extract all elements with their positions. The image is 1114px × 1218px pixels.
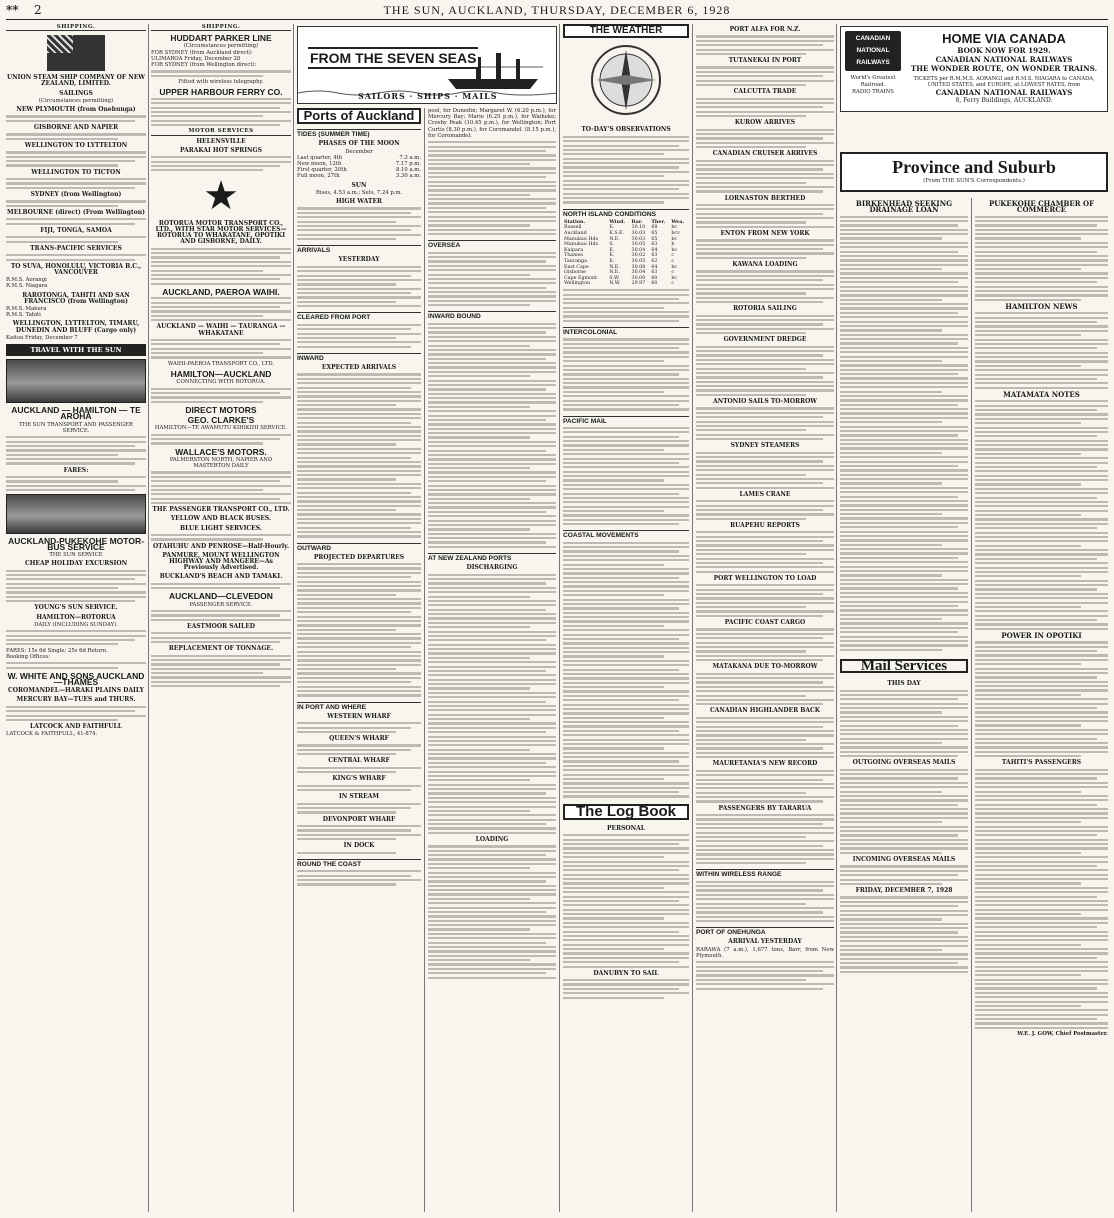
- phases-month: December: [345, 148, 373, 155]
- latcock-phone: LATCOCK & FAITHFULL, 41-874.: [6, 731, 98, 738]
- weather-row: [563, 281, 689, 287]
- vancouver-heading: TO SUVA, HONOLULU, VICTORIA B.C., VANCOUVER: [10, 262, 142, 276]
- seven-seas-sub: SAILORS · SHIPS · MAILS: [358, 91, 498, 101]
- weather-cell: 63: [651, 253, 658, 259]
- col4-leader: pool, for Dunedin; Margaret W. (6.20 p.m.), for Mercury Bay; Marie (6.25 p.m.), for Waiheke; Crosby Peak (10.45 p.m.), for Wellington; Port Curtis (8.30 p.m.), for Coromandel. (8.15 p.m.), for Coromandel.: [428, 108, 556, 139]
- ham-rot-heading: HAMILTON—ROTORUA: [36, 613, 116, 621]
- booking-heading: Booking Offices:: [6, 653, 51, 660]
- weather-cell: bc: [671, 275, 678, 281]
- upper-harbour-heading: UPPER HARBOUR FERRY CO.: [159, 87, 283, 98]
- weather-cell: 60: [651, 275, 658, 281]
- wallace-sub: PALMERSTON NORTH, NAPIER AND MASTERTON DAILY: [169, 456, 273, 470]
- cruiser: CANADIAN CRUISER ARRIVES: [712, 150, 818, 158]
- mail-heading: Mail Services: [860, 657, 948, 674]
- weather-cell: N.E.: [609, 236, 620, 242]
- usco-heading: UNION STEAM SHIP COMPANY OF NEW ZEALAND, LIMITED.: [6, 74, 146, 88]
- mauretania: MAURETANIA'S NEW RECORD: [712, 760, 818, 768]
- weather-cell: c: [671, 270, 674, 276]
- kawana: KAWANA LOADING: [732, 261, 798, 269]
- weather-cell: E.: [609, 258, 615, 264]
- queens-wharf: QUEEN'S WHARF: [329, 735, 389, 743]
- weather-cell: 64: [651, 247, 658, 253]
- weather-cell: E.: [609, 247, 615, 253]
- projected-heading: PROJECTED DEPARTURES: [313, 553, 405, 561]
- otahuhu-heading: OTAHUHU AND PENROSE—Half-Hourly.: [152, 542, 290, 550]
- weather-heading: THE WEATHER: [563, 24, 689, 38]
- section-heading-2: SHIPPING.: [151, 24, 291, 31]
- phase-time: 7.17 p.m.: [395, 161, 421, 168]
- sailings-heading: SAILINGS: [59, 89, 93, 97]
- weather-cell: Kaipara: [564, 247, 584, 253]
- star-emblem: ★: [203, 172, 239, 219]
- wellington-heading: WELLINGTON TO LYTTELTON: [24, 141, 128, 149]
- huddart-sydney-2: FOR SYDNEY (from Wellington direct):: [151, 62, 257, 69]
- weather-cell: bc: [671, 236, 678, 242]
- cargo-heading: WELLINGTON, LYTTELTON, TIMARU, DUNEDIN AND BLUFF (Cargo only): [12, 320, 140, 334]
- waihi-sub: WAIHI-PAEROA TRANSPORT CO., LTD.: [167, 360, 275, 367]
- weather-cell: Gisborne: [564, 270, 587, 276]
- weather-cell: E.S.E.: [609, 231, 625, 236]
- matamata-notes: MATAMATA NOTES: [1003, 389, 1080, 399]
- cleared-heading: CLEARED FROM PORT: [297, 312, 421, 321]
- weather-cell: Manukau Hds: [564, 236, 599, 242]
- rotorua-heading: ROTORUA MOTOR TRANSPORT CO., LTD., WITH STAR MOTOR SERVICES—ROTORUA TO WHAKATANE, OPOTIKI AND GISBORNE, DAILY.: [155, 219, 287, 246]
- ham-auck-heading: HAMILTON—AUCKLAND: [170, 368, 272, 379]
- sun-rises: Rises, 4.53 a.m.; Sets, 7.24 p.m.: [315, 189, 403, 196]
- dredge: GOVERNMENT DREDGE: [723, 336, 807, 344]
- clevedon-heading: AUCKLAND—CLEVEDON: [169, 591, 273, 602]
- mail-services-box: [840, 659, 968, 673]
- tutanekai: TUTANEKAI IN PORT: [728, 57, 802, 65]
- column-1: [6, 24, 146, 1212]
- observations-heading: TO-DAY'S OBSERVATIONS: [581, 126, 671, 134]
- weather-cell: 29.97: [631, 281, 646, 287]
- friday-heading: FRIDAY, DECEMBER 7, 1928: [855, 887, 953, 895]
- tahiti: R.M.S. Tahiti: [6, 312, 41, 319]
- ports-heading: Ports of Auckland: [297, 108, 421, 124]
- expected-heading: EXPECTED ARRIVALS: [321, 364, 397, 372]
- weather-cell: N.E.: [609, 270, 620, 276]
- excursion-heading: CHEAP HOLIDAY EXCURSION: [24, 560, 128, 568]
- weather-cell: Auckland: [564, 231, 587, 236]
- weather-cell: c: [671, 253, 674, 259]
- column-6: [696, 24, 834, 1212]
- phase-time: 7.3 a.m.: [399, 154, 421, 161]
- rotoria: ROTORIA SAILING: [733, 305, 797, 313]
- passenger-heading: THE PASSENGER TRANSPORT CO., LTD.: [152, 506, 290, 514]
- weather-cell: Russell: [564, 225, 582, 231]
- yellow-heading: YELLOW AND BLACK BUSES.: [170, 515, 272, 523]
- weather-cell: bc: [671, 247, 678, 253]
- weather-cell: E.: [609, 253, 615, 259]
- replace-heading: REPLACEMENT OF TONNAGE.: [168, 645, 274, 653]
- phase-time: 3.30 a.m.: [395, 173, 421, 180]
- phases-heading: PHASES OF THE MOON: [318, 140, 400, 148]
- weather-cell: 30.05: [631, 242, 646, 248]
- weather-cell: S.W.: [609, 275, 620, 281]
- parakai-heading: PARAKAI HOT SPRINGS: [180, 146, 262, 154]
- weather-cell: 63: [651, 270, 658, 276]
- coastal-heading: COASTAL MOVEMENTS: [563, 530, 689, 539]
- intercolonial-heading: INTERCOLONIAL: [563, 327, 689, 336]
- oversea-heading: OVERSEA: [428, 240, 556, 249]
- ulimaroa-date: Friday, December 28: [184, 55, 241, 62]
- arrivals-heading: ARRIVALS: [297, 245, 421, 254]
- weather-table: [563, 220, 689, 287]
- weather-cell: 30.04: [631, 247, 646, 253]
- loading-heading: LOADING: [475, 835, 509, 843]
- wallace-heading: WALLACE'S MOTORS.: [175, 446, 267, 457]
- pukekohe-commerce: PUKEKOHE CHAMBER OF COMMERCE: [988, 199, 1095, 215]
- weather-cell: E.: [609, 225, 615, 231]
- phase-row: [297, 173, 421, 179]
- north-island-heading: NORTH ISLAND CONDITIONS: [563, 209, 689, 218]
- weather-cell: c: [671, 281, 674, 287]
- cn-logo: CANADIAN NATIONAL RAILWAYS: [845, 31, 901, 71]
- weather-cell: bc: [671, 225, 678, 231]
- weather-cell: c: [671, 258, 674, 264]
- niagara: R.M.S. Niagara: [6, 283, 48, 290]
- sydney-steamers: SYDNEY STEAMERS: [730, 442, 800, 450]
- huddart-sub: (Circumstances permitting): [183, 43, 259, 50]
- weather-cell: N.W.: [609, 281, 621, 287]
- devonport-wharf: DEVONPORT WHARF: [322, 815, 396, 823]
- flag-illustration: [47, 35, 105, 71]
- province-heading: Province and Suburb: [892, 157, 1056, 177]
- high-water-heading: HIGH WATER: [335, 198, 383, 206]
- ulimaroa: ULIMAROA: [151, 55, 183, 62]
- inward-bound-heading: INWARD BOUND: [428, 311, 556, 320]
- onehunga-heading: PORT OF ONEHUNGA: [696, 927, 834, 936]
- huddart-heading: HUDDART PARKER LINE: [170, 33, 272, 44]
- canada-ad: [840, 26, 1108, 112]
- highlander: CANADIAN HIGHLANDER BACK: [709, 707, 820, 715]
- nz-ports-heading: AT NEW ZEALAND PORTS: [428, 553, 556, 562]
- motor-heading: MOTOR SERVICES: [151, 128, 291, 135]
- column-2: [151, 24, 291, 1212]
- weather-cell: 62: [651, 258, 658, 264]
- port-wellington: PORT WELLINGTON TO LOAD: [713, 574, 817, 582]
- birkenhead-heading: BIRKENHEAD SEEKING DRAINAGE LOAN: [855, 199, 953, 215]
- weather-cell: Thames: [564, 253, 583, 259]
- antonio: ANTONIO SAILS TO-MORROW: [712, 398, 818, 406]
- phases-list: [297, 155, 421, 180]
- phase-time: 8.10 a.m.: [395, 167, 421, 174]
- province-sub: (From THE SUN'S Correspondents.): [923, 178, 1025, 184]
- phase-label: Last quarter, 4th: [297, 154, 343, 161]
- weather-cell: S.: [609, 242, 614, 248]
- central-wharf: CENTRAL WHARF: [328, 757, 390, 765]
- weather-cell: bcv: [671, 231, 680, 236]
- summer-time: (SUMMER TIME): [318, 131, 370, 139]
- canada-ad-text: HOME VIA CANADA BOOK NOW FOR 1929. CANADIAN NATIONAL RAILWAYS THE WONDER ROUTE, ON WONDER TRAINS. TICKETS per R.M.M.S. AORANGI and R.M.S. NIAGARA to CANADA, UNITED STATES, and EUROPE, at LOWEST RATES, from CANADIAN NATIONAL RAILWAYS 8, Ferry Buildings, AUCKLAND.: [910, 31, 1098, 104]
- helensville-heading: HELENSVILLE: [196, 137, 246, 145]
- weather-cell: Manukau Hds: [564, 242, 599, 248]
- hamilton-heading: AUCKLAND — HAMILTON — TE AROHA: [11, 405, 141, 422]
- weather-cell: 30.02: [631, 253, 646, 259]
- masthead: [6, 2, 1108, 20]
- geo-heading: GEO. CLARKE'S: [187, 415, 255, 426]
- lames-crane: LAMES CRANE: [739, 490, 791, 498]
- weather-cell: b: [671, 242, 675, 248]
- fiji-heading: FIJI, TONGA, SAMOA: [40, 226, 112, 234]
- sydney-heading: SYDNEY (from Wellington): [30, 190, 122, 198]
- rarawa: RARAWA (7 a.m.), 1,677 tons, Barr, from New Plymouth.: [696, 946, 834, 959]
- weather-column-header: Wea.: [671, 218, 685, 225]
- signature: W.E. J. GOW, Chief Postmaster.: [1017, 1031, 1108, 1038]
- kurow: KUROW ARRIVES: [734, 119, 796, 127]
- calcutta: CALCUTTA TRADE: [733, 88, 797, 96]
- pacific-coast: PACIFIC COAST CARGO: [724, 619, 806, 627]
- latcock-heading: LATCOCK AND FAITHFULL: [30, 723, 122, 731]
- weather-cell: 30.08: [631, 264, 646, 270]
- danubyn-heading: DANUBYN TO SAIL: [593, 969, 659, 977]
- wireless-note: Fitted with wireless telegraphy.: [178, 79, 264, 86]
- waihi-heading: AUCKLAND — WAIHI — TAURANGA — WHAKATANE: [156, 323, 286, 337]
- province-suburb-banner: [840, 152, 1108, 192]
- weather-column-header: Ther.: [651, 218, 666, 225]
- seven-seas-banner: [297, 26, 557, 104]
- weather-cell: N.E.: [609, 264, 620, 270]
- weather-cell: 30.05: [631, 258, 646, 264]
- phase-label: New moon, 12th: [297, 161, 342, 168]
- weather-column-header: Station.: [564, 218, 586, 225]
- geo-sub: HAMILTON—TE AWAMUTU KIHIKIHI SERVICE.: [154, 425, 288, 432]
- gisborne-heading: GISBORNE AND NAPIER: [33, 123, 119, 131]
- matakana: MATAKANA DUE TO-MORROW: [712, 663, 818, 671]
- column-7b: [975, 198, 1108, 1212]
- in-port-heading: IN PORT AND WHERE: [297, 702, 421, 711]
- kings-wharf: KING'S WHARF: [332, 775, 386, 783]
- discharging-heading: DISCHARGING: [466, 564, 518, 572]
- bus-photo-2: [6, 494, 146, 534]
- np-heading: NEW PLYMOUTH (from Onehunga): [16, 106, 136, 114]
- in-stream: IN STREAM: [338, 793, 380, 801]
- weather-cell: 63: [651, 242, 658, 248]
- enton: ENTON FROM NEW YORK: [720, 229, 810, 237]
- white-heading: W. WHITE AND SONS AUCKLAND—THAMES: [7, 670, 145, 687]
- column-4: [428, 108, 556, 1212]
- western-wharf: WESTERN WHARF: [327, 712, 391, 720]
- travel-banner: TRAVEL WITH THE SUN: [6, 344, 146, 356]
- tararua: PASSENGERS BY TARARUA: [718, 804, 812, 812]
- compass-illustration: [563, 38, 689, 122]
- overseas-mails: OUTGOING OVERSEAS MAILS: [852, 759, 956, 767]
- sailings-note: (Circumstances permitting): [38, 97, 114, 104]
- pukekohe-heading: AUCKLAND-PUKEKOHE MOTOR-BUS SERVICE: [8, 535, 144, 552]
- kaitoa: Kaitoa: [6, 334, 24, 341]
- ruapehu: RUAPEHU REPORTS: [730, 521, 800, 529]
- yesterday-heading: YESTERDAY: [338, 256, 380, 264]
- seven-seas-title: FROM THE SEVEN SEAS: [308, 47, 478, 69]
- paeroa-heading: AUCKLAND, PAEROA WAIHI.: [162, 286, 280, 297]
- inward-heading: INWARD: [297, 353, 421, 362]
- trans-pacific-heading: TRANS-PACIFIC SERVICES: [30, 244, 122, 252]
- pacific-mail-heading: PACIFIC MAIL: [563, 416, 689, 425]
- weather-cell: Wellington: [564, 281, 591, 287]
- fares-heading: FARES:: [63, 466, 89, 474]
- column-5: [563, 24, 689, 1212]
- tahiti-passengers: TAHITI'S PASSENGERS: [1001, 759, 1082, 767]
- fares-2: FARES: 15s 6d Single; 25s 6d Return.: [6, 647, 108, 654]
- column-7a: [840, 198, 968, 1212]
- lornaston: LORNASTON BERTHED: [724, 194, 806, 202]
- incoming-mails: INCOMING OVERSEAS MAILS: [852, 856, 956, 864]
- weather-column-header: Wind.: [609, 218, 625, 225]
- eastmoor-heading: EASTMOOR SAILED: [187, 622, 255, 630]
- masthead-title: THE SUN, AUCKLAND, THURSDAY, DECEMBER 6, 1928: [383, 3, 731, 17]
- column-3: [297, 108, 421, 1212]
- this-day: THIS DAY: [887, 680, 921, 688]
- rarotonga-heading: RAROTONGA, TAHITI AND SAN FRANCISCO (from Wellington): [22, 291, 130, 305]
- phase-label: First quarter, 20th: [297, 167, 347, 174]
- weather-cell: 65: [651, 231, 658, 236]
- youngs-heading: YOUNG'S SUN SERVICE.: [34, 604, 118, 612]
- bus-photo: [6, 359, 146, 403]
- weather-cell: 30.04: [631, 270, 646, 276]
- coromandel-heading: COROMANDEL—HARAKI PLAINS DAILY: [8, 687, 144, 695]
- mercury-heading: MERCURY BAY—TUES and THURS.: [16, 696, 136, 704]
- weather-column-header: Bar.: [631, 218, 643, 225]
- makura: R.M.S. Makura: [6, 305, 47, 312]
- weather-cell: 30.10: [631, 225, 646, 231]
- weather-cell: Cape Egmont: [564, 275, 597, 281]
- in-dock: IN DOCK: [343, 842, 375, 850]
- weather-cell: 65: [651, 236, 658, 242]
- cn-subtitle: World's Greatest Railroad. RADIO TRAINS: [850, 75, 896, 95]
- section-heading: SHIPPING.: [6, 24, 146, 31]
- page-number: 2: [34, 3, 42, 17]
- weather-cell: 30.00: [631, 275, 646, 281]
- pukekohe-sub: THE SUN SERVICE: [49, 551, 103, 558]
- ticton-heading: WELLINGTON TO TICTON: [31, 168, 121, 176]
- weather-cell: 60: [651, 281, 658, 287]
- arrival-yesterday: ARRIVAL YESTERDAY: [728, 938, 802, 946]
- huddart-sydney: FOR SYDNEY (from Auckland direct):: [151, 49, 253, 56]
- wireless-range: WITHIN WIRELESS RANGE: [696, 869, 834, 878]
- personal-heading: PERSONAL: [607, 824, 645, 832]
- kaitoa-date: Friday, December 7: [24, 334, 78, 341]
- weather-cell: 64: [651, 264, 658, 270]
- tides-heading: TIDES: [297, 131, 317, 139]
- aorangi: R.M.S. Aorangi: [6, 277, 47, 284]
- weather-cell: bc: [671, 264, 678, 270]
- weather-cell: 68: [651, 225, 658, 231]
- port-alfa: PORT ALFA FOR N.Z.: [729, 26, 801, 33]
- round-coast-heading: ROUND THE COAST: [297, 859, 421, 868]
- hamilton-sub: THE SUN TRANSPORT AND PASSENGER SERVICE.: [19, 421, 133, 434]
- opotiki-heading: POWER IN OPOTIKI: [1001, 630, 1082, 640]
- panmure-heading: PANMURE, MOUNT WELLINGTON HIGHWAY AND MANGERE—As Previously Advertised.: [162, 551, 280, 572]
- weather-cell: 30.03: [631, 236, 646, 242]
- sun-heading: SUN: [351, 181, 367, 189]
- melbourne-heading: MELBOURNE (direct) (From Wellington): [7, 208, 145, 216]
- weather-cell: Tauranga: [564, 258, 587, 264]
- hamilton-news: HAMILTON NEWS: [1005, 301, 1078, 311]
- clevedon-sub: PASSENGER SERVICE.: [189, 601, 253, 608]
- phase-label: Full moon, 27th: [297, 173, 340, 180]
- ham-rot-sub: DAILY (INCLUDING SUNDAY).: [34, 621, 118, 628]
- logbook-heading: The Log Book: [563, 804, 689, 820]
- blue-heading: BLUE LIGHT SERVICES.: [180, 524, 262, 532]
- direct-heading: DIRECT MOTORS: [185, 404, 257, 415]
- bucklands-heading: BUCKLAND'S BEACH AND TAMAKI.: [159, 573, 283, 581]
- weather-cell: East Cape: [564, 264, 589, 270]
- ham-auck-sub: CONNECTING WITH ROTORUA.: [176, 379, 266, 386]
- outward-heading: OUTWARD: [297, 543, 421, 552]
- masthead-corner: **: [6, 3, 19, 17]
- weather-cell: 30.03: [631, 231, 646, 236]
